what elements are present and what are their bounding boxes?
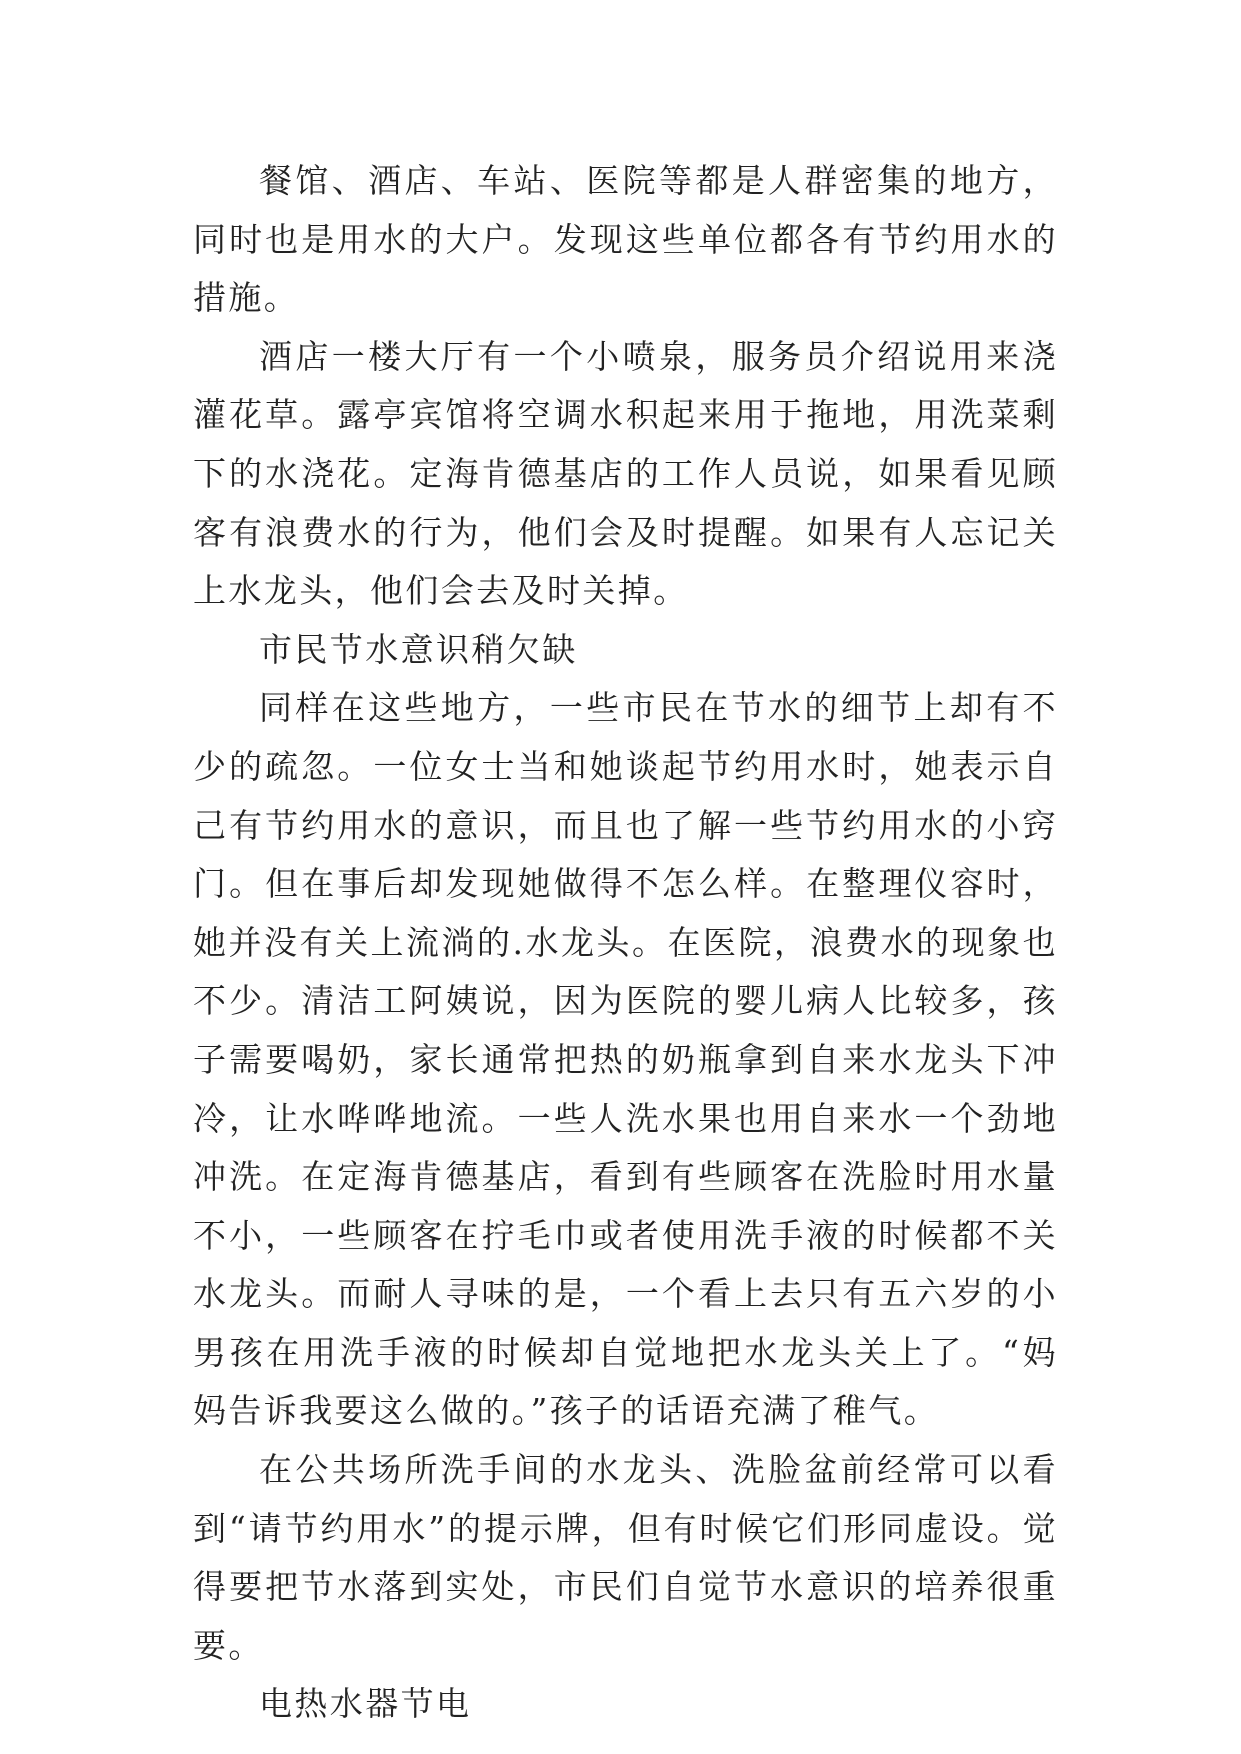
section-heading-awareness: 市民节水意识稍欠缺 bbox=[259, 629, 578, 669]
paragraph-venues-water-use: 餐馆、酒店、车站、医院等都是人群密集的地方，同时也是用水的大户。发现这些单位都各有节约用水的措施。 bbox=[193, 161, 1058, 318]
document-page bbox=[193, 152, 1058, 1734]
section-heading-water-heater: 电热水器节电 bbox=[259, 1684, 472, 1724]
paragraph-public-negligence: 同样在这些地方，一些市民在节水的细节上却有不少的疏忽。一位女士当和她谈起节约用水时，她表示自己有节约用水的意识，而且也了解一些节约用水的小窍门。但在事后却发现她做得不怎么样。在整理仪容时，她并没有关上流淌的.水龙头。在医院，浪费水的现象也不少。清洁工阿姨说，因为医院的婴儿病人比较多，孩子需要喝奶，家长通常把热的奶瓶拿到自来水龙头下冲冷，让水哗哗地流。一些人洗水果也用自来水一个劲地冲洗。在定海肯德基店，看到有些顾客在洗脸时用水量不小，一些顾客在拧毛巾或者使用洗手液的时候都不关水龙头。而耐人寻味的是，一个看上去只有五六岁的小男孩在用洗手液的时候却自觉地把水龙头关上了。“妈妈告诉我要这么做的。”孩子的话语充满了稚气。 bbox=[193, 688, 1058, 1431]
paragraph-hotel-measures: 酒店一楼大厅有一个小喷泉，服务员介绍说用来浇灌花草。露亭宾馆将空调水积起来用于拖地，用洗菜剩下的水浇花。定海肯德基店的工作人员说，如果看见顾客有浪费水的行为，他们会及时提醒。如果有人忘记关上水龙头，他们会去及时关掉。 bbox=[193, 336, 1058, 611]
paragraph-signs: 在公共场所洗手间的水龙头、洗脸盆前经常可以看到“请节约用水”的提示牌，但有时候它们形同虚设。觉得要把节水落到实处，市民们自觉节水意识的培养很重要。 bbox=[193, 1450, 1058, 1665]
